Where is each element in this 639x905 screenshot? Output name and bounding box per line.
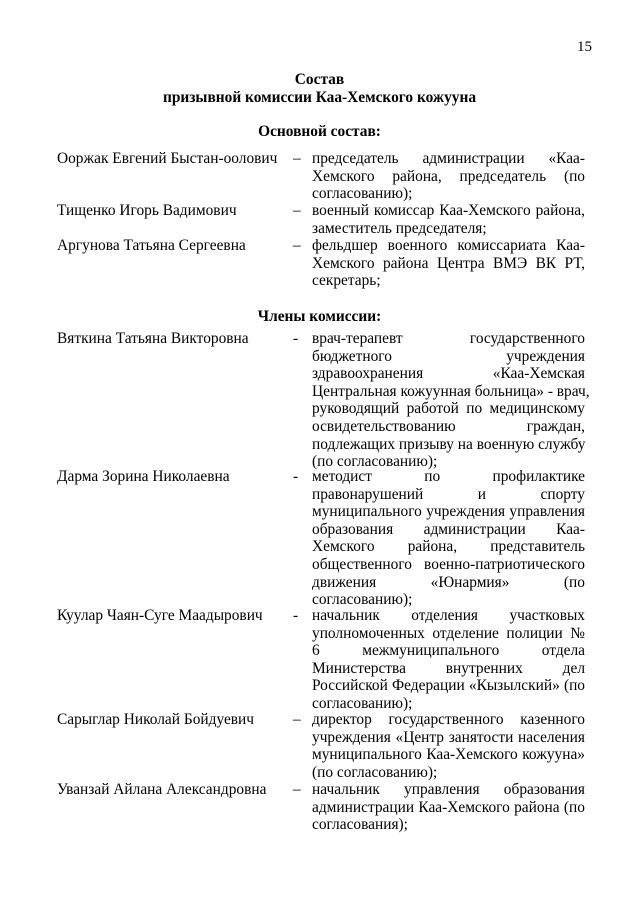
member-name: Дарма Зорина Николаевна (57, 468, 230, 485)
role-line: (по согласованию); (312, 453, 438, 471)
role-line: движения «Юнармия» (по (312, 573, 585, 591)
dash-separator: - (293, 468, 299, 485)
member-role (312, 202, 585, 237)
role-line: начальник отделения участковых (312, 607, 585, 624)
member-name: Ооржак Евгений Быстан-оолович (57, 150, 278, 167)
dash-separator: – (293, 202, 301, 219)
dash-separator: – (293, 781, 301, 798)
role-line: (по согласованию); (312, 763, 438, 781)
dash-separator: – (293, 150, 301, 167)
title-line-1: Состав (294, 71, 345, 88)
role-line: руководящий работой по медицинскому (312, 400, 585, 418)
role-line: здравоохранения «Каа-Хемская (312, 365, 585, 383)
member-name: Уванзай Айлана Александровна (57, 781, 267, 798)
role-line: муниципального учреждения управления (312, 503, 585, 521)
role-line: образования администрации Каа- (312, 520, 585, 538)
role-line: заместитель председателя; (312, 219, 487, 237)
member-name: Аргунова Татьяна Сергеевна (57, 237, 246, 254)
role-line: Хемского района, представитель (312, 538, 585, 556)
role-line: бюджетного учреждения (312, 347, 585, 365)
role-line: 6 межмуниципального отдела (312, 642, 585, 660)
member-name: Куулар Чаян-Суге Маадырович (57, 607, 263, 624)
title-line-2: призывной комиссии Каа-Хемского кожууна (162, 88, 477, 106)
role-line: начальник управления образования (312, 781, 585, 798)
role-line: учреждения «Центр занятости населения (312, 728, 585, 746)
role-line: врач-терапевт государственного (312, 330, 585, 347)
role-line: согласованию); (312, 185, 413, 203)
dash-separator: – (293, 237, 301, 254)
member-role (312, 468, 585, 609)
role-line: согласованию); (312, 694, 413, 712)
role-line: фельдшер военного комиссариата Каа- (312, 237, 585, 254)
member-role (312, 711, 585, 781)
member-name: Тищенко Игорь Вадимович (57, 202, 237, 219)
page-number: 15 (577, 39, 592, 55)
role-line: Российской Федерации «Кызылский» (по (312, 677, 585, 695)
member-role (312, 237, 585, 290)
role-line: председатель администрации «Каа- (312, 150, 585, 167)
role-line: согласованию); (312, 591, 413, 609)
dash-separator: - (293, 607, 299, 624)
member-name: Вяткина Татьяна Викторовна (57, 330, 249, 347)
member-name: Сарыглар Николай Бойдуевич (57, 711, 255, 728)
role-line: освидетельствованию граждан, (312, 417, 585, 435)
role-line: муниципального Каа-Хемского кожууна» (312, 746, 585, 764)
role-line: Центральная кожуунная больница» - врач, (312, 382, 590, 400)
role-line: Хемского района, председатель (по (312, 167, 585, 185)
dash-separator: - (293, 330, 299, 347)
document-title (0, 71, 639, 106)
role-line: подлежащих призыву на военную службу (312, 435, 586, 453)
member-role (312, 607, 585, 713)
role-line: администрации Каа-Хемского района (по (312, 798, 585, 816)
role-line: директор государственного казенного (312, 711, 585, 728)
role-line: секретарь; (312, 272, 381, 290)
role-line: военный комиссар Каа-Хемского района, (312, 202, 585, 219)
role-line: Министерства внутренних дел (312, 659, 585, 677)
dash-separator: – (293, 711, 301, 728)
member-role (312, 150, 585, 203)
role-line: уполномоченных отделение полиции № (312, 624, 585, 642)
role-line: согласования); (312, 816, 408, 834)
member-role (312, 781, 585, 834)
member-role (312, 330, 590, 471)
main-heading: Основной состав: (258, 123, 381, 140)
role-line: методист по профилактике (312, 468, 585, 485)
members-heading: Члены комиссии: (257, 308, 382, 325)
role-line: общественного военно-патриотического (312, 555, 585, 573)
role-line: правонарушений и спорту (312, 485, 585, 503)
role-line: Хемского района Центра ВМЭ ВК РТ, (312, 254, 585, 272)
